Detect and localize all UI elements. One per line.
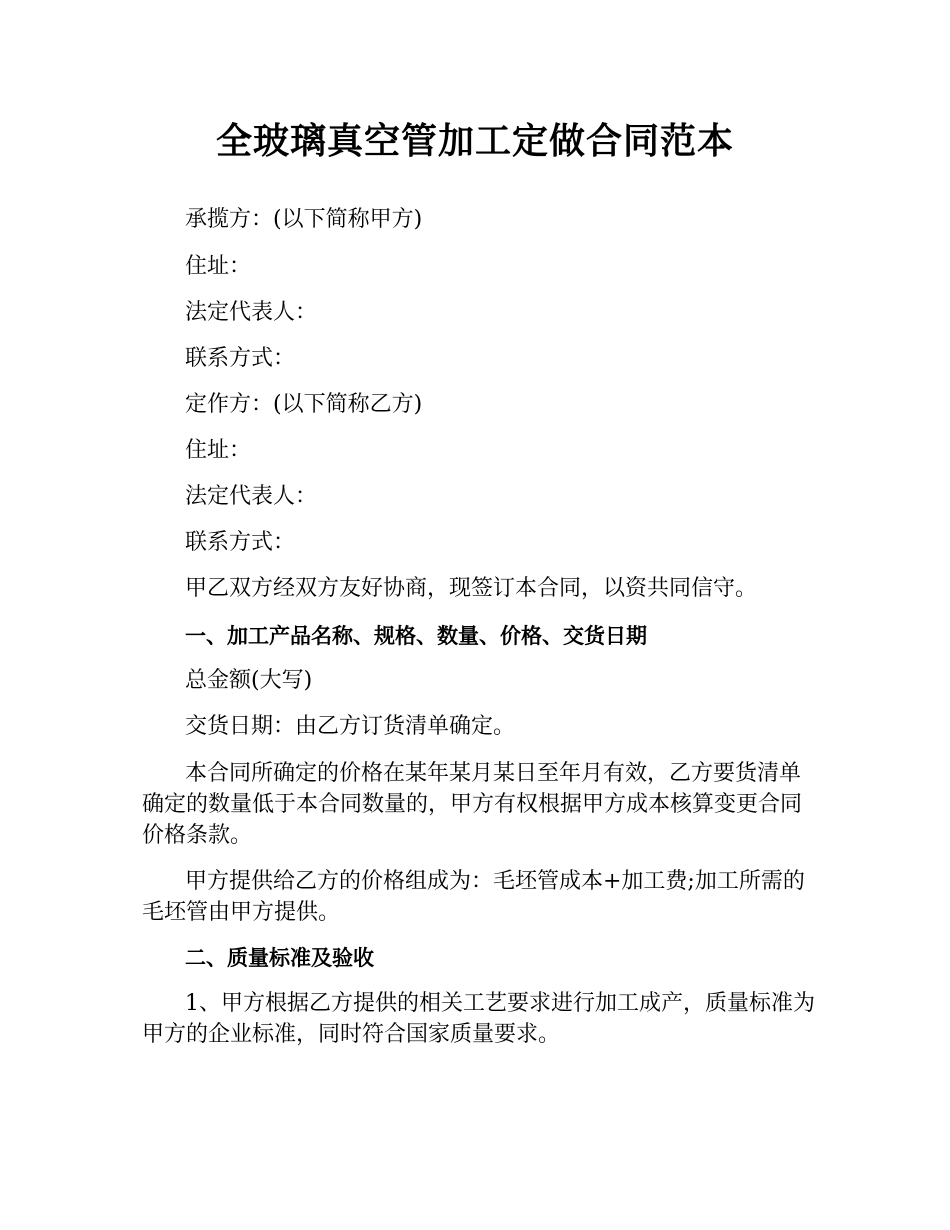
party-b-address: 住址： (185, 438, 252, 463)
party-a-contact: 联系方式： (185, 346, 296, 371)
price-composition-paragraph: 甲方提供给乙方的价格组成为：毛坯管成本+加工费;加工所需的毛坯管由甲方提供。 (142, 869, 805, 925)
party-b-contact: 联系方式： (185, 530, 296, 555)
party-a-representative: 法定代表人： (185, 300, 318, 325)
section2-heading: 二、质量标准及验收 (185, 946, 374, 970)
total-amount-line: 总金额(大写) (185, 668, 313, 693)
intro-text: 甲乙双方经双方友好协商，现签订本合同，以资共同信守。 (185, 576, 758, 601)
price-validity-paragraph: 本合同所确定的价格在某年某月某日至年月有效，乙方要货清单确定的数量低于本合同数量的，甲方有权根据甲方成本核算变更合同价格条款。 (142, 761, 803, 848)
delivery-date-line: 交货日期：由乙方订货清单确定。 (185, 714, 516, 739)
section1-heading: 一、加工产品名称、规格、数量、价格、交货日期 (185, 624, 647, 648)
party-b-representative: 法定代表人： (185, 484, 318, 509)
document-title: 全玻璃真空管加工定做合同范本 (215, 121, 734, 162)
party-a-address: 住址： (185, 254, 252, 279)
quality-standard-paragraph: 1、甲方根据乙方提供的相关工艺要求进行加工成产，质量标准为甲方的企业标准，同时符合国家质量要求。 (142, 991, 815, 1047)
party-a-label: 承揽方：(以下简称甲方) (185, 207, 423, 232)
party-b-label: 定作方：(以下简称乙方) (185, 392, 423, 417)
